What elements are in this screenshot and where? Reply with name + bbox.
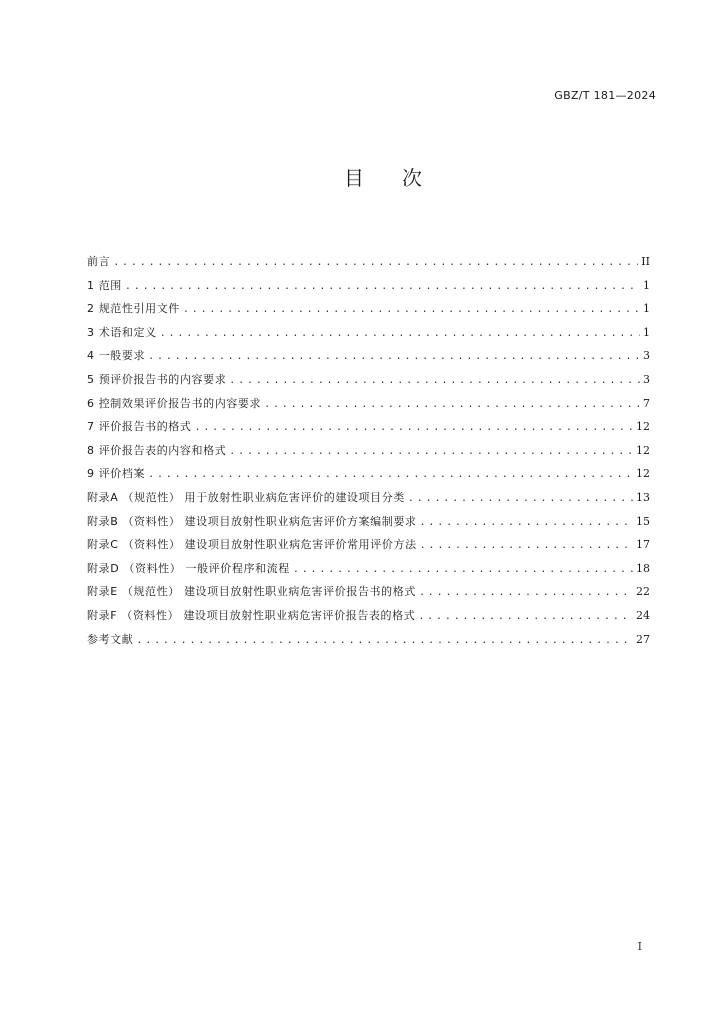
toc-entry-label: 9 评价档案 <box>87 467 146 481</box>
toc-entry-4[interactable] <box>87 346 650 370</box>
toc-entry-2[interactable] <box>87 299 650 323</box>
toc-dot-leader <box>420 536 633 556</box>
toc-entry-label: 前言 <box>87 255 111 268</box>
toc-entry-appendix-e[interactable] <box>87 582 650 606</box>
toc-entry-label: 附录D （资料性） 一般评价程序和流程 <box>87 561 290 575</box>
toc-entry-label: 附录C （资料性） 建设项目放射性职业病危害评价常用评价方法 <box>87 538 417 552</box>
toc-dot-leader <box>293 560 633 580</box>
toc-dot-leader <box>136 631 633 651</box>
toc-dot-leader <box>148 347 640 367</box>
toc-dot-leader <box>229 371 640 391</box>
page-number: I <box>637 940 642 953</box>
toc-entry-page: 1 <box>643 278 650 292</box>
toc-dot-leader <box>195 418 634 438</box>
toc-entry-3[interactable] <box>87 323 650 347</box>
toc-entry-page: II <box>641 255 650 268</box>
toc-entry-page: 22 <box>636 585 650 599</box>
toc-entry-label: 附录F （资料性） 建设项目放射性职业病危害评价报告表的格式 <box>87 608 416 622</box>
toc-entry-page: 27 <box>636 632 650 646</box>
toc-dot-leader <box>125 277 640 297</box>
toc-dot-leader <box>420 513 633 533</box>
toc-entry-page: 12 <box>636 420 650 434</box>
toc-entry-appendix-a[interactable] <box>87 488 650 512</box>
toc-entry-appendix-c[interactable] <box>87 535 650 559</box>
toc-entry-page: 15 <box>636 514 650 528</box>
toc-entry-label: 附录A （规范性） 用于放射性职业病危害评价的建设项目分类 <box>87 490 405 504</box>
toc-entry-label: 4 一般要求 <box>87 349 146 363</box>
toc-entry-label: 参考文献 <box>87 632 134 646</box>
toc-entry-7[interactable] <box>87 417 650 441</box>
page-title: 目次 <box>344 166 460 190</box>
toc-entry-appendix-f[interactable] <box>87 606 650 630</box>
toc-dot-leader <box>419 583 633 603</box>
toc-entry-bibliography[interactable] <box>87 630 650 654</box>
toc-entry-page: 1 <box>643 325 650 339</box>
toc-entry-appendix-b[interactable] <box>87 512 650 536</box>
toc-entry-page: 1 <box>643 302 650 316</box>
toc-dot-leader <box>183 300 640 320</box>
toc-entry-page: 18 <box>636 561 650 575</box>
toc-entry-label: 1 范围 <box>87 278 122 292</box>
toc-entry-label: 7 评价报告书的格式 <box>87 420 192 434</box>
toc-entry-label: 附录B （资料性） 建设项目放射性职业病危害评价方案编制要求 <box>87 514 417 528</box>
document-code: GBZ/T 181—2024 <box>554 89 656 102</box>
toc-entry-page: 7 <box>643 396 650 410</box>
toc-entry-page: 24 <box>636 608 650 622</box>
toc-dot-leader <box>160 324 640 344</box>
toc-entry-page: 12 <box>636 467 650 481</box>
toc-entry-foreword[interactable] <box>87 252 650 276</box>
toc-entry-5[interactable] <box>87 370 650 394</box>
toc-dot-leader <box>229 442 633 462</box>
toc-entry-1[interactable] <box>87 276 650 300</box>
toc-entry-appendix-d[interactable] <box>87 559 650 583</box>
toc-dot-leader <box>408 489 633 509</box>
toc-entry-label: 2 规范性引用文件 <box>87 302 180 316</box>
toc-entry-8[interactable] <box>87 441 650 465</box>
toc-entry-9[interactable] <box>87 464 650 488</box>
toc-entry-label: 6 控制效果评价报告书的内容要求 <box>87 396 262 410</box>
toc-entry-page: 3 <box>643 372 650 386</box>
table-of-contents <box>87 252 650 653</box>
toc-entry-label: 5 预评价报告书的内容要求 <box>87 372 227 386</box>
toc-dot-leader <box>113 253 638 273</box>
toc-entry-page: 12 <box>636 443 650 457</box>
toc-entry-label: 附录E （规范性） 建设项目放射性职业病危害评价报告书的格式 <box>87 585 416 599</box>
toc-entry-label: 8 评价报告表的内容和格式 <box>87 443 227 457</box>
toc-entry-page: 3 <box>643 349 650 363</box>
toc-dot-leader <box>264 395 640 415</box>
toc-entry-label: 3 术语和定义 <box>87 325 157 339</box>
toc-entry-page: 13 <box>636 490 650 504</box>
toc-entry-6[interactable] <box>87 394 650 418</box>
toc-entry-page: 17 <box>636 538 650 552</box>
toc-dot-leader <box>418 607 633 627</box>
toc-dot-leader <box>148 465 633 485</box>
